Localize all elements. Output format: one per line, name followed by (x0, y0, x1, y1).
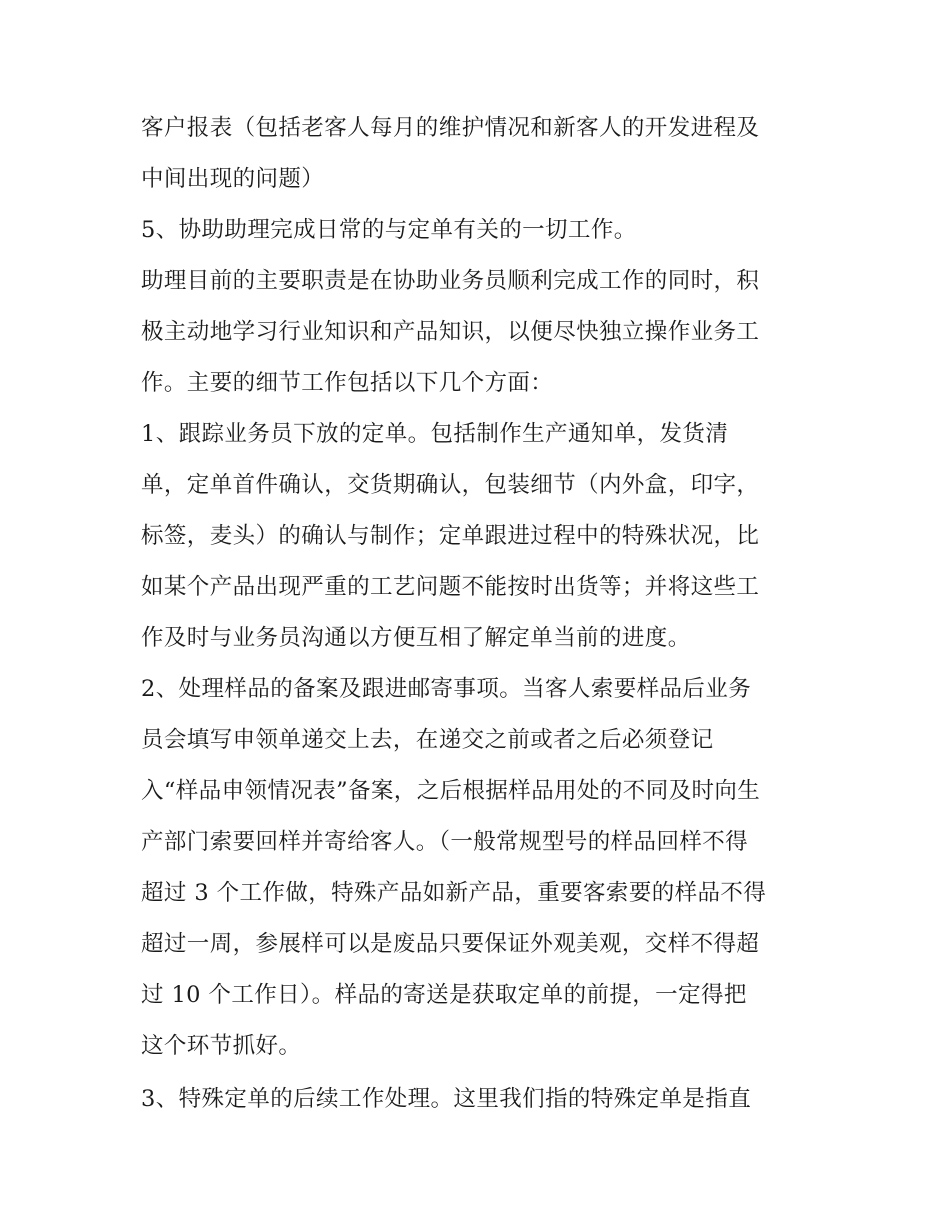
text-line: 作及时与业务员沟通以方便互相了解定单当前的进度。 (141, 625, 691, 651)
text-line: 1、跟踪业务员下放的定单。包括制作生产通知单，发货清 (141, 421, 729, 447)
text-line: 产部门索要回样并寄给客人。（一般常规型号的样品回样不得 (141, 829, 749, 855)
text-line: 这个环节抓好。 (141, 1033, 302, 1059)
text-line: 员会填写申领单递交上去，在递交之前或者之后必须登记 (141, 727, 714, 753)
text-line: 超过一周，参展样可以是废品只要保证外观美观，交样不得超 (141, 931, 760, 957)
text-line: 5、协助助理完成日常的与定单有关的一切工作。 (141, 217, 637, 243)
text-line: 极主动地学习行业知识和产品知识，以便尽快独立操作业务工 (141, 319, 760, 345)
text-line: 2、处理样品的备案及跟进邮寄事项。当客人索要样品后业务 (141, 676, 752, 702)
text-line: 超过 3 个工作做，特殊产品如新产品，重要客索要的样品不得 (141, 880, 767, 906)
text-line: 如某个产品出现严重的工艺问题不能按时出货等；并将这些工 (141, 574, 760, 600)
text-line: 单，定单首件确认，交货期确认，包装细节（内外盒，印字， (141, 472, 760, 498)
text-line: 中间出现的问题） (141, 166, 325, 192)
text-line: 3、特殊定单的后续工作处理。这里我们指的特殊定单是指直 (141, 1086, 752, 1112)
text-line: 助理目前的主要职责是在协助业务员顺利完成工作的同时，积 (141, 268, 760, 294)
text-line: 过 10 个工作日）。样品的寄送是获取定单的前提，一定得把 (141, 982, 747, 1008)
text-line: 入“样品申领情况表”备案，之后根据样品用处的不同及时向生 (141, 778, 761, 804)
text-line: 标签，麦头）的确认与制作；定单跟进过程中的特殊状况，比 (141, 523, 760, 549)
text-line: 作。主要的细节工作包括以下几个方面： (141, 370, 554, 396)
text-line: 客户报表（包括老客人每月的维护情况和新客人的开发进程及 (141, 115, 760, 141)
